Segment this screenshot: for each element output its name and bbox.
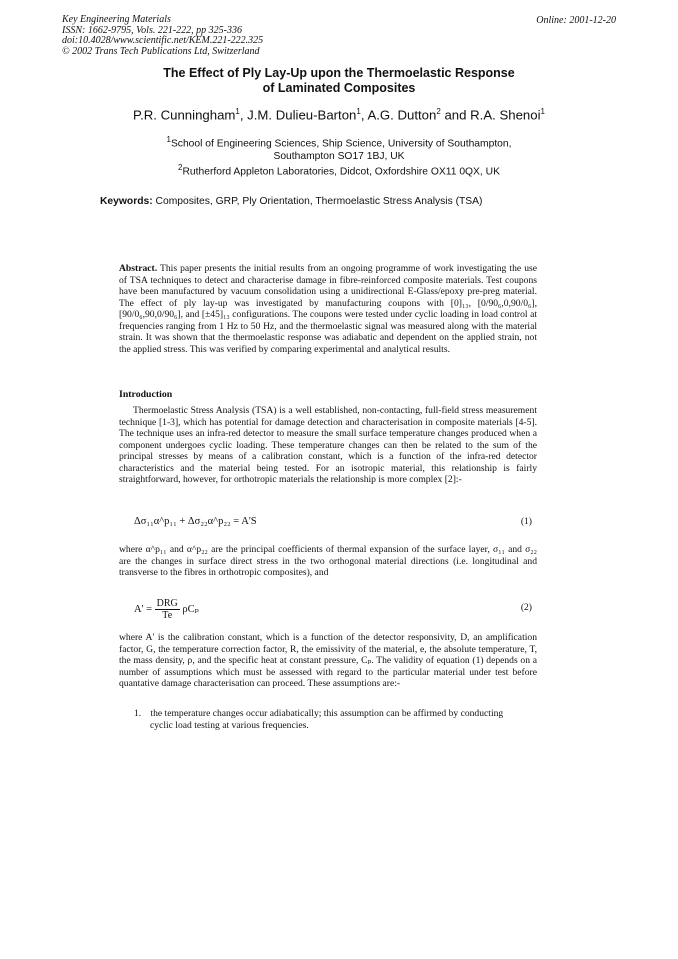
- equation-1-explanation: where α^p₁₁ and α^p₂₂ are the principal coefficients of thermal expansion of the surface layer, σ₁₁ and σ₂₂ are the changes in surface direct stress in the two orthogonal material directions (i.e. longitudinal and transverse to the fibres in orthotropic composites), and: [119, 544, 537, 578]
- section-heading-introduction: Introduction: [119, 389, 173, 400]
- author-4: R.A. Shenoi: [470, 107, 541, 123]
- copyright-line: © 2002 Trans Tech Publications Ltd, Switzerland: [62, 45, 260, 57]
- online-date: Online: 2001-12-20: [536, 15, 616, 26]
- list-item: 1. the temperature changes occur adiabatically; this assumption can be affirmed by conducting: [134, 708, 504, 719]
- keywords-label: Keywords:: [100, 196, 153, 207]
- author-3: A.G. Dutton: [367, 107, 437, 123]
- abstract-label: Abstract.: [119, 263, 158, 274]
- affiliation-1: $^1$School of Engineering Sciences, Ship Science, University of Southampton, Southampton SO17 1BJ, UK: [166, 135, 512, 162]
- introduction-paragraph-1: Thermoelastic Stress Analysis (TSA) is a well established, non-contacting, full-field stress measurement technique [1-3], which has potential for damage detection and characterisation in composite materials [4-5]. The technique uses an infra-red detector to measure the small surface temperature changes produced when a component undergoes cyclic loading. These temperature changes can then be related to the sum of the principal stresses by means of a calibration constant, which is a function of the infra-red detector characteristics and the material being tested. For an isotropic material, this relationship is fairly straightforward, however, for orthotropic materials the relationship is more complex [2]:-: [119, 405, 537, 485]
- equation-2-number: (2): [520, 602, 532, 613]
- title-line-2: of Laminated Composites: [262, 81, 416, 95]
- abstract: [119, 263, 537, 355]
- title-line-1: The Effect of Ply Lay-Up upon the Thermoelastic Response: [163, 66, 515, 80]
- keywords: [100, 196, 482, 207]
- equation-1-number: (1): [520, 516, 532, 527]
- author-2: J.M. Dulieu-Barton: [247, 107, 357, 123]
- issn-line: ISSN: 1662-9795, Vols. 221-222, pp 325-336: [62, 24, 242, 36]
- equation-1: Δσ₁₁α^p₁₁ + Δσ₂₂α^p₂₂ = A'S: [134, 516, 257, 527]
- keywords-text: Composites, GRP, Ply Orientation, Thermoelastic Stress Analysis (TSA): [155, 196, 483, 207]
- equation-2: A' = $\frac{\text{DRG}}{Te}$ ρCₚ: [134, 598, 199, 621]
- journal-name: Key Engineering Materials: [62, 14, 171, 25]
- author-list: P.R. Cunningham$^1$, J.M. Dulieu-Barton$^1$, A.G. Dutton$^2$ and R.A. Shenoi$^1$: [133, 107, 545, 123]
- affiliation-2: $^2$Rutherford Appleton Laboratories, Didcot, Oxfordshire OX11 0QX, UK: [178, 163, 500, 178]
- equation-2-fraction: $\frac{\text{DRG}}{Te}$: [156, 598, 178, 621]
- assumptions-list: 1. the temperature changes occur adiabatically; this assumption can be affirmed by conducting cyclic load testing at various frequencies.: [134, 708, 538, 731]
- paper-title: [62, 66, 616, 96]
- abstract-text: This paper presents the initial results from an ongoing programme of work investigating the use of TSA techniques to detect and characterise damage in fibre-reinforced composite materials. Test coupons have been manufactured by vacuum consolidation using a unidirectional E-Glass/epoxy pre-preg material. The effect of ply lay-up was investigated by manufacturing coupons with [0]₁₃, [0/90₆,0,90/0₆], [90/0₆,90,0/90₆], and [±45]₁₃ configurations. The coupons were tested under cyclic loading in load control at frequencies ranging from 1 Hz to 50 Hz, and the thermoelastic signal was measured along with the material strain. It was shown that the thermoelastic response was adiabatic and dependent on the applied strain, not the applied stress. This was verified by comparing experimental and analytical results.: [119, 263, 537, 355]
- equation-2-explanation: where A' is the calibration constant, which is a function of the detector responsivity, D, an amplification factor, G, the temperature correction factor, R, the emissivity of the material, e, the absolute temperature, T, the mass density, ρ, and the specific heat at constant pressure, Cₚ. The validity of equation (1) depends on a number of assumptions which must be assessed with regard to the particular material under test before quantative damage characterisation can proceed. These assumptions are:-: [119, 632, 537, 689]
- author-1: P.R. Cunningham: [133, 107, 236, 123]
- doi-line: doi:10.4028/www.scientific.net/KEM.221-222.325: [62, 35, 264, 47]
- publication-header: [62, 15, 402, 57]
